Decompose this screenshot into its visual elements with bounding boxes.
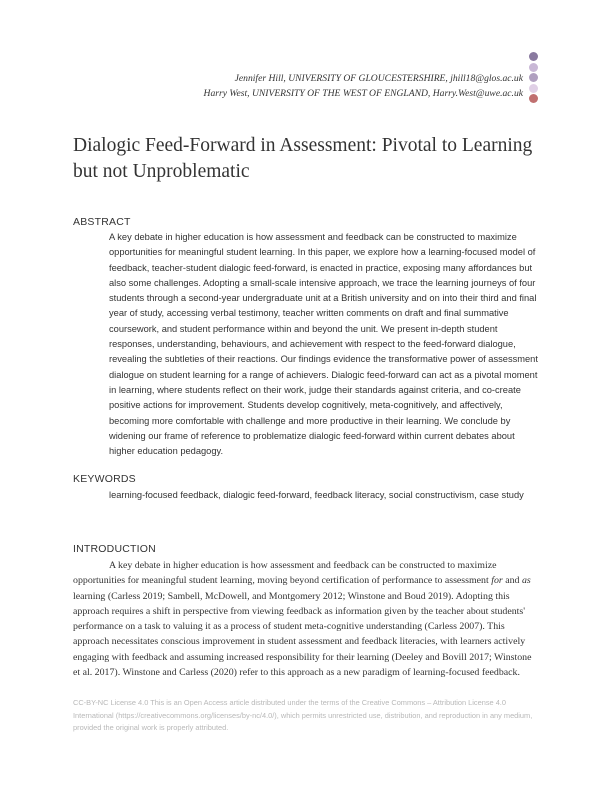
logo-dot [529, 84, 538, 93]
intro-italic-for: for [491, 575, 503, 587]
logo-dot [529, 63, 538, 72]
introduction-paragraph [73, 558, 541, 680]
intro-italic-as: as [521, 575, 531, 587]
author-line: Jennifer Hill, UNIVERSITY OF GLOUCESTERSHIRE, jhill18@glos.ac.uk [234, 73, 523, 84]
keywords-text: learning-focused feedback, dialogic feed-forward, feedback literacy, social constructivism, case study [109, 490, 524, 500]
paper-title: Dialogic Feed-Forward in Assessment: Pivotal to Learning but not Unproblematic [73, 135, 533, 182]
author-block [204, 71, 523, 101]
keywords-heading: KEYWORDS [73, 473, 136, 485]
author-line: Harry West, UNIVERSITY OF THE WEST OF ENGLAND, Harry.West@uwe.ac.uk [203, 88, 523, 99]
abstract-text: A key debate in higher education is how assessment and feedback can be constructed to maximize opportunities for meaningful student learning. In this paper, we explore how a learning-focused model of feedback, teacher-student dialogic feed-forward, is enacted in practice, exposing many affordances but also some challenges. Adopting a small-scale intensive approach, we trace the learning journeys of four students through a second-year undergraduate unit at a British university and on into their third and final year of study, accessing verbal testimony, teacher written comments on draft and final summative coursework, and student performance within and beyond the unit. We present in-depth student responses, understanding, behaviours, and achievement with respect to the feed-forward dialogue, revealing the subtleties of their reactions. Our findings evidence the transformative power of assessment dialogue on student learning for a range of achievers. Dialogic feed-forward can act as a pivotal moment in learning, where students reflect on their work, judge their standards against criteria, and co-create positive actions for improvement. Students develop cognitively, meta-cognitively, and affectively, becoming more comfortable with challenge and more productive in their learning. We conclude by widening our frame of reference to problematize dialogic feed-forward within current debates about higher education pedagogy. [109, 232, 538, 457]
logo-dot [529, 94, 538, 103]
introduction-heading: INTRODUCTION [73, 543, 156, 555]
intro-text: learning (Carless 2019; Sambell, McDowell, and Montgomery 2012; Winstone and Boud 2019). Adopting this approach requires a shift in perspective from viewing feedback as information given by the teacher about students' performance on a task to valuing it as a process of student meta-cognitive understanding (Carless 2007). This approach necessitates conscious improvement in student assessment and feedback literacies, with learners actively engaging with feedback and assuming increased responsibility for their learning (Deeley and Bovill 2017; Winstone et al. 2017). Winstone and Carless (2020) refer to this approach as a new paradigm of learning-focused feedback. [73, 590, 532, 679]
license-footer: CC-BY-NC License 4.0 This is an Open Access article distributed under the terms of the Creative Commons – Attribution License 4.0 International (https://creativecommons.org/licenses/by-nc/4.0/), which permits unrestricted use, distribution, and reproduction in any medium, provided the original work is properly attributed. [73, 698, 533, 732]
intro-text: and [502, 575, 522, 587]
abstract-heading: ABSTRACT [73, 216, 131, 228]
logo-dot [529, 73, 538, 82]
logo-dot [529, 52, 538, 61]
journal-logo-dots [527, 52, 539, 105]
intro-text: A key debate in higher education is how assessment and feedback can be constructed to maximize opportunities for meaningful student learning, moving beyond certification of performance to assessment [73, 560, 497, 587]
